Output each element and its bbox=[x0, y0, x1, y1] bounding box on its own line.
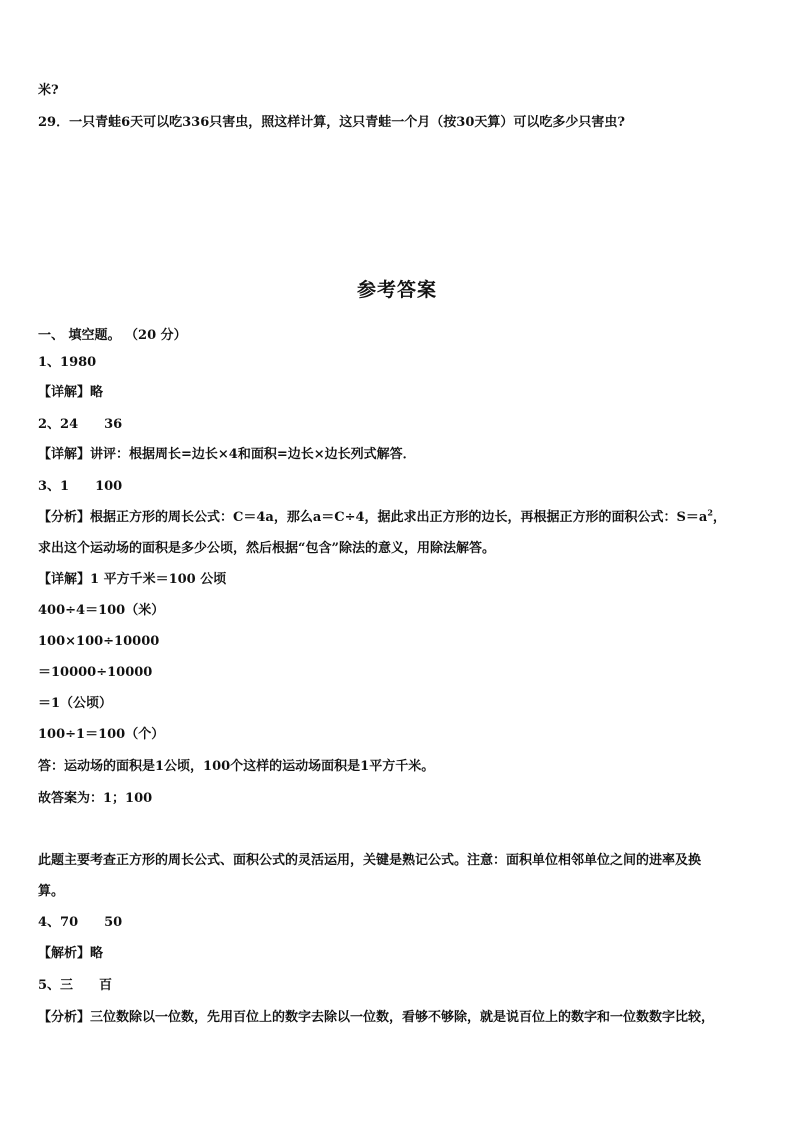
final-answer: 故答案为：1；100 bbox=[38, 791, 153, 806]
answer-5-value-2: 百 bbox=[99, 978, 113, 993]
answer-3 bbox=[38, 479, 122, 495]
answer-3-value-2: 100 bbox=[95, 479, 123, 494]
answer-5-value-1: 5、三 bbox=[38, 978, 74, 993]
calc-step-2: 100×100÷10000 bbox=[38, 634, 160, 649]
section-heading-fill-blank: 一、 填空题。 （20 分） bbox=[38, 328, 187, 343]
answer-4-detail: 【解析】略 bbox=[38, 946, 104, 961]
superscript-2: 2 bbox=[707, 507, 713, 518]
calc-step-3: ＝10000÷10000 bbox=[38, 665, 153, 680]
calc-step-1: 400÷4＝100（米） bbox=[38, 603, 165, 618]
answer-5-analysis-line-1: 【分析】三位数除以一位数，先用百位上的数字去除以一位数，看够不够除，就是说百位上的数字和一位数数字比较， bbox=[38, 1010, 715, 1025]
answer-3-analysis-line-1 bbox=[38, 507, 726, 526]
answers-title: 参考答案 bbox=[356, 279, 437, 301]
question-29: 29．一只青蛙6天可以吃336只害虫，照这样计算，这只青蛙一个月（按30天算）可以吃多少只害虫? bbox=[38, 115, 625, 130]
analysis-comma: ， bbox=[712, 510, 726, 525]
answer-2 bbox=[38, 417, 122, 433]
answer-4-value-2: 50 bbox=[104, 915, 123, 930]
answer-3-detail: 【详解】1 平方千米＝100 公顷 bbox=[38, 572, 227, 587]
answer-4 bbox=[38, 915, 122, 931]
answer-1: 1、1980 bbox=[38, 355, 97, 370]
answer-2-value-2: 36 bbox=[104, 417, 123, 432]
previous-question-tail: 米? bbox=[38, 83, 59, 98]
calc-step-5: 100÷1＝100（个） bbox=[38, 727, 165, 742]
analysis-text: 【分析】根据正方形的周长公式：C＝4a，那么a＝C÷4，据此求出正方形的边长，再根据正方形的面积公式：S＝a bbox=[38, 510, 708, 525]
answer-4-value-1: 4、70 bbox=[38, 915, 79, 930]
answer-2-detail: 【详解】讲评：根据周长=边长×4和面积=边长×边长列式解答． bbox=[38, 447, 416, 462]
answer-3-value-1: 3、1 bbox=[38, 479, 70, 494]
answer-statement: 答：运动场的面积是1公顷，100个这样的运动场面积是1平方千米。 bbox=[38, 759, 435, 774]
note-line-2: 算。 bbox=[38, 884, 65, 899]
answer-1-detail: 【详解】略 bbox=[38, 385, 104, 400]
answer-5 bbox=[38, 978, 112, 994]
answer-3-analysis-line-2: 求出这个运动场的面积是多少公顷，然后根据“包含”除法的意义，用除法解答。 bbox=[38, 541, 495, 556]
calc-step-4: ＝1（公顷） bbox=[38, 696, 113, 711]
note-line-1: 此题主要考查正方形的周长公式、面积公式的灵活运用，关键是熟记公式。注意：面积单位相邻单位之间的进率及换 bbox=[38, 853, 702, 868]
answer-2-value-1: 2、24 bbox=[38, 417, 79, 432]
